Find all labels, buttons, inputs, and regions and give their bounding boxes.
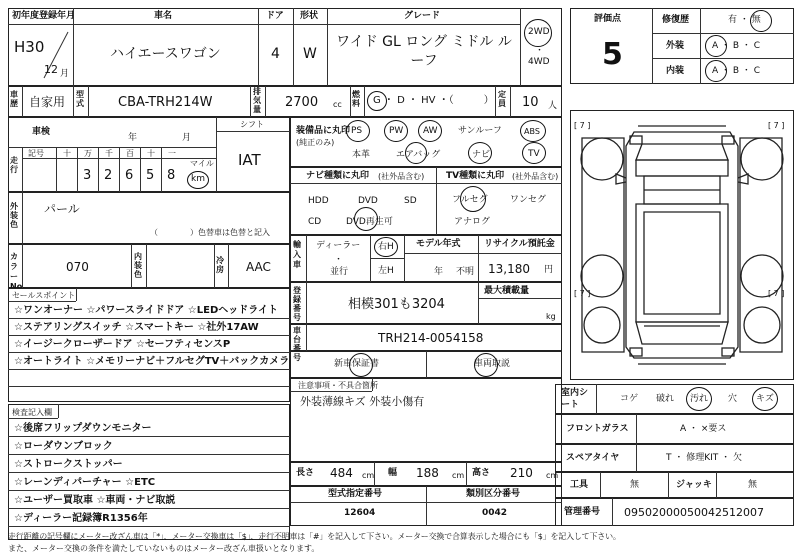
- type-spec-value: 12604: [344, 508, 376, 518]
- displacement-label: 排気量: [253, 87, 261, 114]
- sales-line-1: ☆ワンオーナー ☆パワースライドドア ☆LEDヘッドライト: [14, 305, 278, 316]
- usage-label: 車歴: [10, 90, 18, 108]
- right-h: 右H: [378, 242, 394, 252]
- shift-label: シフト: [240, 120, 264, 129]
- tv-header: TV種類に丸印: [446, 171, 505, 181]
- windshield-label: フロントガラス: [566, 424, 629, 434]
- spare-tire-label: スペアタイヤ: [566, 453, 620, 463]
- equip-navi: ナビ: [472, 150, 491, 160]
- mileage-digit: 6: [125, 168, 134, 183]
- inspector-line-1: ☆後席フリップダウンモニター: [14, 423, 152, 434]
- mileage-digit: 5: [146, 168, 155, 183]
- digit-label: 万: [84, 149, 92, 158]
- sales-line-4: ☆オートライト ☆メモリーナビ＋フルセグTV＋バックカメラ: [14, 356, 290, 367]
- bracket-tl: [ 7 ]: [574, 121, 591, 130]
- digit-label: 千: [105, 149, 113, 158]
- capacity-value: 10: [522, 95, 539, 110]
- bracket-bl: [ 7 ]: [574, 289, 591, 298]
- import-dot: ・: [334, 255, 344, 265]
- category-value: 0042: [482, 508, 508, 518]
- height-label: 高さ: [472, 468, 491, 478]
- management-label: 管理番号: [564, 507, 601, 517]
- repair-label: 修復歴: [662, 15, 690, 25]
- wheel-mr: [741, 255, 783, 297]
- month-unit: 月: [60, 69, 70, 79]
- equip-sunroof: サンルーフ: [458, 126, 502, 136]
- displacement-unit: cc: [333, 100, 342, 109]
- sheet-opt-scratch: キズ: [756, 394, 774, 404]
- registration-label: 登録番号: [293, 286, 301, 322]
- interior-options: A ・ B ・ C: [712, 66, 761, 76]
- model-value: CBA-TRH214W: [118, 95, 213, 110]
- exterior-label: 外装: [666, 41, 685, 51]
- nav-header: ナビ種類に丸印: [306, 171, 370, 181]
- tv-sub: (社外品含む): [512, 172, 559, 181]
- nav-dvd-play: DVD再生可: [346, 217, 393, 227]
- inspector-line-3: ☆ストロークストッパー: [14, 459, 123, 470]
- sales-points-label: セールスポイント: [12, 291, 76, 300]
- tv-oneseg: ワンセグ: [510, 195, 547, 205]
- type-spec-label: 型式指定番号: [328, 489, 383, 499]
- sales-line-2: ☆ステアリングスイッチ ☆スマートキー ☆社外17AW: [14, 322, 259, 333]
- length-value: 484: [330, 466, 353, 480]
- color-no-label: カラーNo.: [10, 252, 26, 291]
- nav-sub: (社外品含む): [378, 172, 425, 181]
- color-value: パール: [44, 202, 80, 216]
- model-year-label: モデル年式: [416, 239, 461, 249]
- drive-dot: ・: [535, 46, 545, 56]
- height-unit: cm: [546, 471, 559, 480]
- model-year-unit: 年: [434, 267, 444, 277]
- shape-value: W: [303, 46, 317, 62]
- equip-tv: TV: [528, 149, 540, 159]
- max-load-label: 最大積載量: [484, 286, 530, 296]
- width-value: 188: [416, 466, 439, 480]
- fuel-options: G ・ D ・ HV ・（ ）: [373, 95, 494, 106]
- equip-pw: PW: [389, 126, 404, 136]
- drive-2wd: 2WD: [528, 27, 550, 37]
- mile-label: マイル: [190, 159, 214, 168]
- interior-color-label: 内装色: [134, 252, 142, 279]
- width-unit: cm: [452, 471, 465, 480]
- shaken-month-unit: 月: [182, 133, 192, 143]
- digit-label: 一: [168, 149, 176, 158]
- capacity-unit: 人: [548, 101, 558, 111]
- color-label: 外装色: [10, 202, 18, 229]
- model-label: 型式: [76, 90, 84, 108]
- capacity-label: 定員: [498, 90, 506, 108]
- drive-4wd: 4WD: [528, 57, 550, 67]
- digit-label: 十: [147, 149, 155, 158]
- shaken-label: 車検: [32, 127, 51, 137]
- tools-block: [555, 472, 794, 498]
- import-dealer: ディーラー: [316, 241, 361, 251]
- wheel-rr: [744, 307, 780, 343]
- footer-line-2: また、メーター交換の条件を満たしていないものはメーター改ざん車扱いとなります。: [8, 544, 320, 553]
- spare-tire-options: T ・ 修理KIT ・ 欠: [666, 453, 742, 463]
- footer-line-1: 走行距離の記号欄にメーター改ざん車は「*」、メーター交換車は「$」、走行不明車は「#」を記入して下さい。メーター交換で合算表示した場合にも「$」を記入して下さい。: [8, 532, 621, 541]
- model-year-unknown: 不明: [456, 267, 475, 277]
- equipment-label: 装備品に丸印: [296, 126, 351, 136]
- nav-cd: CD: [308, 217, 322, 227]
- shaken-year-unit: 年: [128, 133, 138, 143]
- color-no-value: 070: [66, 260, 89, 274]
- jack-value: 無: [748, 480, 758, 490]
- era-year: H30: [14, 38, 45, 56]
- inspector-line-6: ☆ディーラー記録簿R1356年: [14, 513, 148, 524]
- mileage-digit: 2: [104, 168, 113, 183]
- sheet-opt-hole: 穴: [728, 394, 738, 404]
- nav-sd: SD: [404, 196, 417, 206]
- length-label: 長さ: [296, 468, 315, 478]
- recycle-unit: 円: [544, 265, 554, 275]
- equip-airbag: エアバッグ: [396, 150, 441, 160]
- car-outline-diagram: [572, 112, 792, 378]
- door-value: 4: [271, 46, 280, 62]
- rating-label: 評価点: [594, 14, 622, 24]
- rating-value: 5: [602, 37, 623, 72]
- inspector-line-2: ☆ローダウンブロック: [14, 441, 113, 452]
- sheet-opt-dirt: 汚れ: [690, 394, 709, 404]
- door-label: ドア: [266, 11, 284, 21]
- sheet-opt-tear: 破れ: [656, 394, 675, 404]
- tv-analog: アナログ: [454, 217, 491, 227]
- mileage-label: 走行: [10, 156, 18, 174]
- sheet-opt-burn: コゲ: [620, 394, 639, 404]
- tools-value: 無: [630, 480, 640, 490]
- chassis-label: 車台番号: [293, 326, 301, 362]
- inspector-line-4: ☆レーンディパーチャー ☆ETC: [14, 477, 156, 488]
- repair-options: 有 ・ 無: [728, 15, 761, 25]
- length-unit: cm: [362, 471, 375, 480]
- interior-sheet-label: 室内シート: [561, 388, 589, 410]
- notes-value: 外装薄線キズ 外装小傷有: [300, 395, 425, 408]
- digit-label: 記号: [28, 149, 44, 158]
- fuel-label: 燃料: [352, 90, 360, 108]
- equip-leather: 本革: [352, 150, 371, 160]
- inspector-line-5: ☆ユーザー買取車 ☆車両・ナビ取説: [14, 495, 176, 506]
- mileage-digit: 3: [83, 168, 92, 183]
- wheel-rl: [584, 307, 620, 343]
- category-label: 類別区分番号: [466, 489, 521, 499]
- manual: 車両取説: [474, 359, 511, 369]
- bracket-tr: [ 7 ]: [768, 121, 785, 130]
- windshield-options: A ・ ×要ス: [680, 424, 727, 434]
- height-value: 210: [510, 466, 533, 480]
- month-value: 12: [44, 63, 58, 76]
- tools-label: 工具: [570, 480, 589, 490]
- nav-dvd: DVD: [358, 196, 378, 206]
- import-parallel: 並行: [330, 267, 349, 277]
- wheel-ml: [581, 255, 623, 297]
- import-label: 輸入車: [293, 240, 301, 269]
- first-reg-label: 初年度登録年月: [12, 11, 76, 21]
- digit-label: 百: [126, 149, 134, 158]
- color-note: （ ）色替車は色替と記入: [150, 228, 270, 237]
- max-load-unit: kg: [546, 312, 556, 321]
- left-h: 左H: [378, 266, 394, 276]
- width-label: 幅: [388, 468, 398, 478]
- chassis-value: TRH214-0054158: [378, 331, 484, 345]
- car-name: ハイエースワゴン: [110, 46, 221, 62]
- interior-label: 内装: [666, 66, 685, 76]
- recycle-label: リサイクル預託金: [484, 239, 555, 249]
- km-label: km: [191, 174, 205, 184]
- bracket-br: [ 7 ]: [768, 289, 785, 298]
- inspector-label: 検査記入欄: [12, 408, 52, 417]
- digit-label: 十: [63, 149, 71, 158]
- equip-aw: AW: [423, 126, 438, 136]
- notes-label: 注意事項・不具合箇所: [298, 381, 378, 390]
- tv-fullseg: フルセグ: [452, 195, 488, 205]
- recycle-value: 13,180: [488, 262, 530, 276]
- equip-abs: ABS: [524, 127, 540, 136]
- equip-ps: PS: [351, 126, 363, 136]
- equipment-sublabel: (純正のみ): [296, 138, 335, 147]
- shape-label: 形状: [300, 11, 319, 21]
- nav-hdd: HDD: [308, 196, 329, 206]
- management-value: 09502000050042512007: [624, 506, 764, 519]
- usage-value: 自家用: [29, 95, 66, 109]
- sales-line-3: ☆イージークローザードア ☆セーフティセンスP: [14, 339, 231, 350]
- new-warranty: 新車保証書: [334, 359, 380, 369]
- grade-label: グレード: [404, 11, 441, 21]
- shift-value: IAT: [238, 151, 261, 169]
- mileage-digit: 8: [167, 168, 176, 183]
- registration-value: 相模301も3204: [348, 297, 445, 312]
- grade-value: ワイド GL ロング ミドル ルーフ: [336, 34, 512, 69]
- jack-label: ジャッキ: [676, 480, 712, 490]
- exterior-options: A ・ B ・ C: [712, 41, 761, 51]
- displacement-value: 2700: [285, 95, 319, 110]
- ac-value: AAC: [246, 260, 271, 274]
- car-name-label: 車名: [154, 11, 173, 21]
- ac-label: 冷房: [216, 256, 224, 274]
